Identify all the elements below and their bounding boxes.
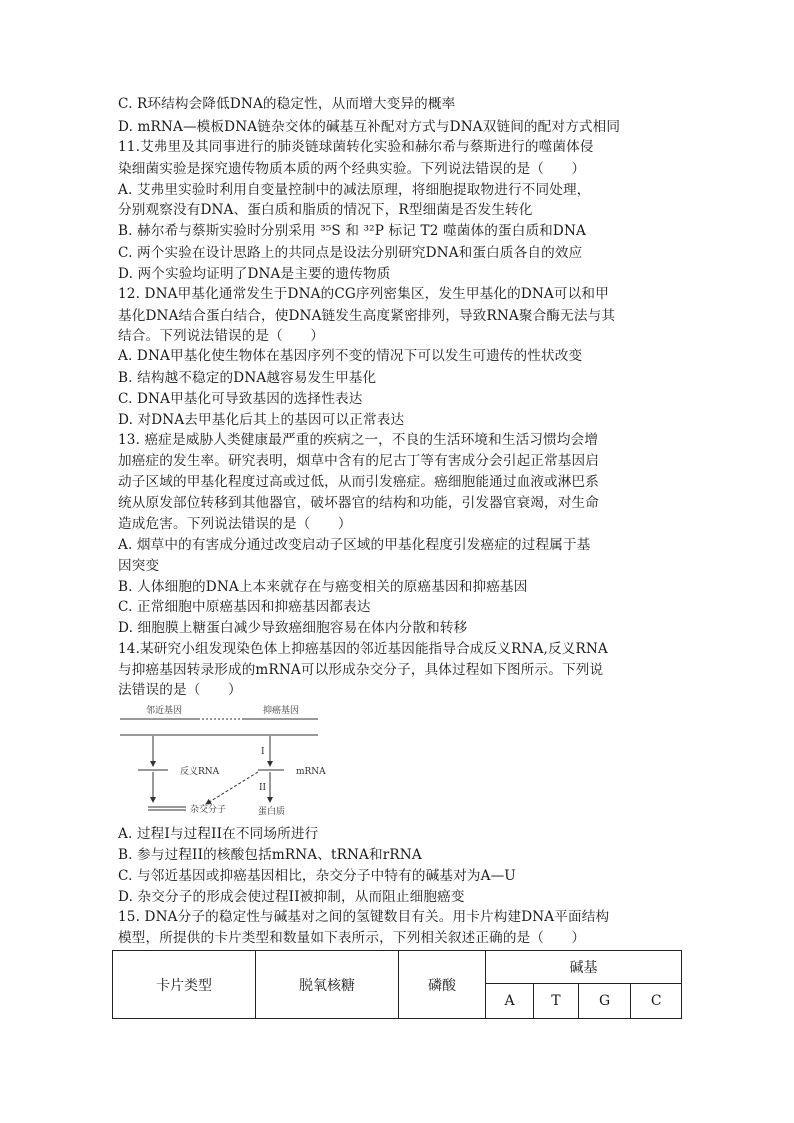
header-phosphate: 磷酸 (399, 951, 486, 1019)
process-2-label: II (259, 783, 267, 793)
option-12a: A. DNA甲基化使生物体在基因序列不变的情况下可以发生可遗传的性状改变 (118, 348, 583, 364)
option-13a: 因突变 (118, 558, 160, 574)
header-base-a: A (486, 984, 534, 1019)
option-14d: D. 杂交分子的形成会使过程II被抑制，从而阻止细胞癌变 (118, 889, 465, 905)
header-base-c: C (631, 984, 682, 1019)
option-11a: A. 艾弗里实验时利用自变量控制中的减法原理，将细胞提取物进行不同处理， (118, 182, 591, 198)
hybrid-label: 杂交分子 (190, 805, 227, 815)
option-13d: D. 细胞膜上糖蛋白减少导致癌细胞容易在体内分散和转移 (118, 620, 468, 636)
question-13-stem: 动子区域的甲基化程度过高或过低，从而引发癌症。癌细胞能通过血液或淋巴系 (118, 474, 600, 490)
card-table (112, 950, 682, 1019)
question-12-stem: 12. DNA甲基化通常发生于DNA的CG序列密集区，发生甲基化的DNA可以和甲 (118, 286, 609, 302)
question-13-stem: 13. 癌症是威胁人类健康最严重的疾病之一，不良的生活环境和生活习惯均会增 (118, 432, 599, 448)
gene-expression-diagram (118, 704, 328, 822)
header-card-type: 卡片类型 (113, 951, 256, 1019)
neighbor-gene-label: 邻近基因 (146, 706, 183, 716)
header-base-t: T (534, 984, 579, 1019)
question-11-stem: 染细菌实验是探究遗传物质本质的两个经典实验。下列说法错误的是（ ） (118, 161, 586, 177)
option-13a: A. 烟草中的有害成分通过改变启动子区域的甲基化程度引发癌症的过程属于基 (118, 537, 591, 553)
option-12b: B. 结构越不稳定的DNA越容易发生甲基化 (118, 370, 377, 386)
option-13b: B. 人体细胞的DNA上本来就存在与癌变相关的原癌基因和抑癌基因 (118, 579, 528, 595)
question-13-stem: 统从原发部位转移到其他器官，破坏器官的结构和功能，引发器官衰竭，对生命 (118, 495, 600, 511)
header-deoxyribose: 脱氧核糖 (256, 951, 399, 1019)
question-13-stem: 造成危害。下列说法错误的是（ ） (118, 516, 352, 532)
option-14b: B. 参与过程II的核酸包括mRNA、tRNA和rRNA (118, 847, 422, 863)
question-14-stem: 14.某研究小组发现染色体上抑癌基因的邻近基因能指导合成反义RNA,反义RNA (118, 641, 608, 657)
option-10d: D. mRNA—模板DNA链杂交体的碱基互补配对方式与DNA双链间的配对方式相同 (118, 119, 621, 135)
antisense-rna-label: 反义RNA (180, 767, 220, 777)
question-14-stem: 与抑癌基因转录形成的mRNA可以形成杂交分子，具体过程如下图所示。下列说 (118, 662, 604, 678)
option-12c: C. DNA甲基化可导致基因的选择性表达 (118, 391, 363, 407)
header-base: 碱基 (486, 951, 682, 984)
question-11-stem: 11.艾弗里及其同事进行的肺炎链球菌转化实验和赫尔希与蔡斯进行的噬菌体侵 (118, 139, 594, 155)
protein-label: 蛋白质 (258, 807, 286, 817)
suppressor-gene-label: 抑癌基因 (263, 706, 300, 716)
question-13-stem: 加癌症的发生率。研究表明，烟草中含有的尼古丁等有害成分会引起正常基因启 (118, 453, 600, 469)
mrna-label: mRNA (296, 767, 326, 777)
option-11c: C. 两个实验在设计思路上的共同点是设法分别研究DNA和蛋白质各自的效应 (118, 245, 583, 261)
option-11a: 分别观察没有DNA、蛋白质和脂质的情况下，R型细菌是否发生转化 (118, 202, 533, 218)
option-10c: C. R环结构会降低DNA的稳定性，从而增大变异的概率 (118, 96, 456, 112)
question-15-stem: 15. DNA分子的稳定性与碱基对之间的氢键数目有关。用卡片构建DNA平面结构 (118, 909, 610, 925)
question-14-stem: 法错误的是（ ） (118, 682, 242, 698)
header-base-g: G (578, 984, 631, 1019)
option-14a: A. 过程I与过程II在不同场所进行 (118, 826, 319, 842)
option-13c: C. 正常细胞中原癌基因和抑癌基因都表达 (118, 599, 371, 615)
question-12-stem: 结合。下列说法错误的是（ ） (118, 328, 325, 344)
option-11d: D. 两个实验均证明了DNA是主要的遗传物质 (118, 266, 391, 282)
question-15-stem: 模型，所提供的卡片类型和数量如下表所示，下列相关叙述正确的是（ ） (118, 930, 586, 946)
process-1-label: I (261, 747, 265, 757)
option-12d: D. 对DNA去甲基化后其上的基因可以正常表达 (118, 412, 405, 428)
option-14c: C. 与邻近基因或抑癌基因相比，杂交分子中特有的碱基对为A—U (118, 868, 516, 884)
option-11b: B. 赫尔希与蔡斯实验时分别采用 ³⁵S 和 ³²P 标记 T2 噬菌体的蛋白质和DNA (118, 223, 586, 239)
question-12-stem: 基化DNA结合蛋白结合，使DNA链发生高度紧密排列，导致RNA聚合酶无法与其 (118, 308, 616, 324)
